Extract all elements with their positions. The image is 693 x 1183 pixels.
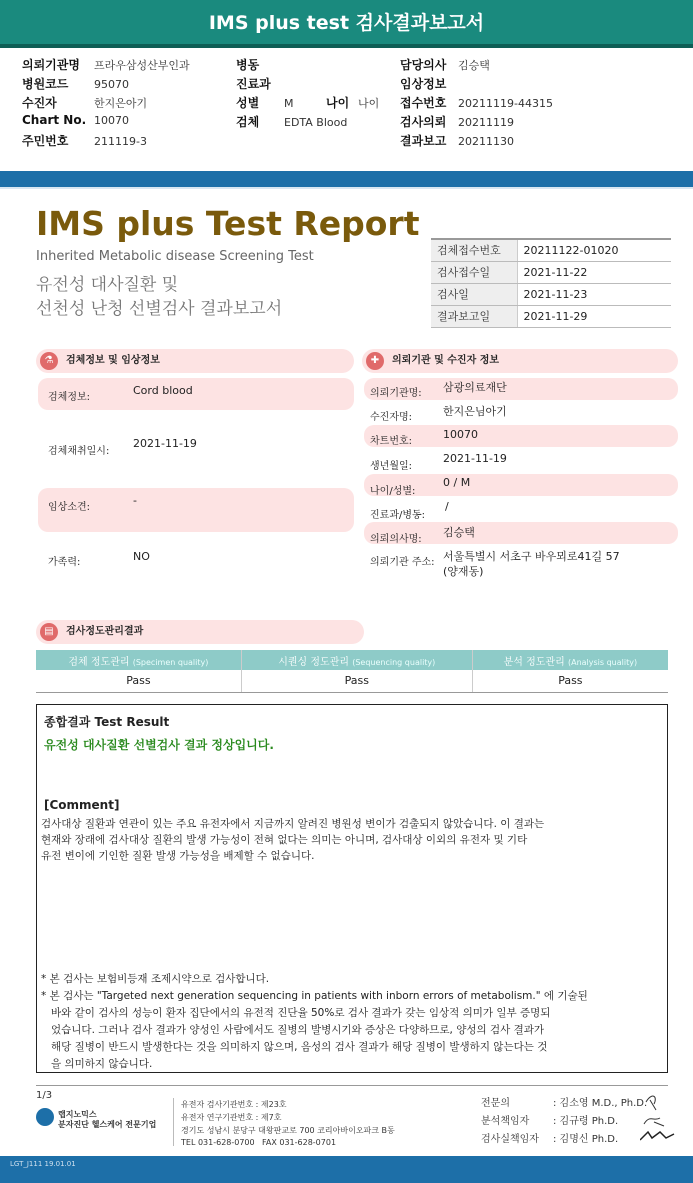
header-col1 (22, 56, 190, 151)
age-label: 나이 (326, 96, 350, 110)
field-label: 의뢰의사명: (370, 534, 422, 545)
field-label: 차트번호: (370, 436, 413, 447)
table-row (36, 670, 668, 692)
note-line: 해당 질병이 반드시 발생한다는 것을 의미하지 않으며, 음성의 검사 결과가 해당 질병이 발생하지 않는다는 것 (51, 1041, 548, 1053)
header-label: Chart No. (22, 113, 87, 127)
header-value: 95070 (94, 78, 129, 91)
header-col2 (236, 56, 379, 132)
note-line: * 본 검사는 보험비등재 조제시약으로 검사합니다. (41, 973, 270, 985)
report-title-bar: IMS plus test 검사결과보고서 (0, 0, 693, 48)
report-subtitle-ko-2: 선천성 난청 선별검사 결과보고서 (36, 299, 283, 319)
table-row (431, 305, 671, 327)
field-value: / (445, 500, 449, 513)
hospital-icon: ✚ (366, 352, 384, 370)
id-label: 검사접수일 (431, 261, 517, 283)
header-value: 프라우삼성산부인과 (94, 59, 190, 72)
field-label: 임상소견: (48, 502, 91, 513)
footer-tel: TEL 031-628-0700 (181, 1138, 255, 1147)
header-label: 검체 (236, 115, 260, 129)
field-label: 나이/성별: (370, 486, 416, 497)
header-value: 20211119 (458, 116, 514, 129)
field-label: 생년월일: (370, 461, 413, 472)
result-summary: 유전성 대사질환 선별검사 결과 정상입니다. (44, 738, 274, 752)
signature-2 (644, 1118, 664, 1126)
quality-col-header (472, 650, 668, 670)
divider-bar (0, 171, 693, 187)
header-value: 10070 (94, 114, 129, 127)
quality-value: Pass (36, 670, 241, 692)
section-title: 검사정도관리결과 (66, 626, 144, 637)
result-box (36, 704, 668, 1073)
col-ko: 시퀀싱 정도관리 (278, 656, 350, 668)
report-subtitle-en: Inherited Metabolic disease Screening Test (36, 249, 314, 264)
signer-name: : 김명신 Ph.D. (553, 1134, 619, 1145)
doc-code: LGT_J111 19.01.01 (10, 1160, 76, 1168)
quality-value: Pass (241, 670, 472, 692)
clipboard-icon: ▤ (40, 623, 58, 641)
field-label: 진료과/병동: (370, 510, 426, 521)
id-label: 검사일 (431, 283, 517, 305)
field-label: 검체정보: (48, 392, 91, 403)
field-value: 0 / M (443, 476, 471, 489)
header-value: 20211130 (458, 135, 514, 148)
field-value: - (133, 494, 137, 507)
company-tagline: 분자진단 헬스케어 전문기업 (58, 1120, 157, 1129)
table-header-row (36, 650, 668, 670)
header-value: 20211119-44315 (458, 97, 553, 110)
footer-divider (36, 1085, 668, 1086)
header-label: 담당의사 (400, 58, 447, 72)
col-ko: 분석 정도관리 (503, 656, 565, 668)
footer-fax: FAX 031-628-0701 (262, 1138, 337, 1147)
signature-3 (640, 1132, 674, 1140)
field-label: 의뢰기관 주소: (370, 557, 435, 568)
page-number: 1/3 (36, 1090, 53, 1101)
field-value: 김승택 (443, 526, 475, 539)
header-label: 의뢰기관명 (22, 58, 80, 72)
col-en: (Analysis quality) (567, 657, 638, 667)
report-subtitle-ko-1: 유전성 대사질환 및 (36, 275, 179, 295)
address-line: (양재동) (443, 565, 484, 578)
company-logo-icon (36, 1108, 54, 1126)
signer-role: 검사실책임자 (481, 1134, 539, 1145)
report-title: IMS plus Test Report (36, 204, 420, 243)
header-label: 병원코드 (22, 77, 69, 91)
signature-1 (646, 1096, 656, 1110)
footer-info: 경기도 성남시 분당구 대왕판교로 700 코리아바이오파크 B동 (181, 1126, 395, 1135)
notes (41, 971, 663, 1073)
company-name: 랩지노믹스 (58, 1110, 97, 1119)
header-label: 성별 (236, 96, 260, 110)
header-value: 김승택 (458, 59, 490, 72)
id-value: 20211122-01020 (517, 239, 671, 261)
header-label: 병동 (236, 58, 260, 72)
field-value: 2021-11-19 (443, 452, 507, 465)
comment-body (41, 816, 663, 864)
field-value: NO (133, 550, 150, 563)
id-label: 검체접수번호 (431, 239, 517, 261)
result-heading: 종합결과 Test Result (44, 715, 170, 729)
age-value: 나이 (358, 97, 380, 110)
id-value: 2021-11-23 (517, 283, 671, 305)
field-value: 한지은님아기 (443, 405, 507, 418)
header-label: 접수번호 (400, 96, 447, 110)
header-label: 진료과 (236, 77, 271, 91)
header-label: 임상정보 (400, 77, 447, 91)
header-info (22, 56, 682, 156)
note-line: 었습니다. 그러나 검사 결과가 양성인 사람에서도 질병의 발병시기와 증상은 다양하므로, 양성의 검사 결과가 (51, 1024, 545, 1036)
comment-heading: [Comment] (44, 798, 120, 812)
test-tube-icon: ⚗ (40, 352, 58, 370)
col-en: (Sequencing quality) (352, 657, 436, 667)
signer-name: : 김소영 M.D., Ph.D. (553, 1098, 648, 1109)
field-label: 검체채취일시: (48, 446, 110, 457)
quality-col-header (241, 650, 472, 670)
header-label: 수진자 (22, 96, 57, 110)
header-col3 (400, 56, 553, 151)
specimen-section-header (36, 349, 354, 373)
header-label: 결과보고 (400, 134, 447, 148)
quality-col-header (36, 650, 241, 670)
header-label: 주민번호 (22, 134, 69, 148)
quality-table (36, 650, 668, 693)
comment-line: 유전 변이에 기인한 질환 발생 가능성을 배제할 수 없습니다. (41, 850, 315, 862)
header-value: M (284, 97, 294, 110)
footer-info: 유전자 연구기관번호 : 제7호 (181, 1113, 282, 1122)
patient-section-header (362, 349, 678, 373)
id-value: 2021-11-22 (517, 261, 671, 283)
field-label: 의뢰기관명: (370, 388, 422, 399)
comment-line: 현재와 장래에 검사대상 질환의 발생 가능성이 전혀 없다는 의미는 아니며, 검사대상 이외의 유전자 및 기타 (41, 834, 528, 846)
quality-section-header (36, 620, 364, 644)
footer-separator (173, 1098, 174, 1146)
id-label: 결과보고일 (431, 305, 517, 327)
id-value: 2021-11-29 (517, 305, 671, 327)
header-value: 211119-3 (94, 135, 147, 148)
field-value: Cord blood (133, 384, 193, 397)
signer-name: : 김규령 Ph.D. (553, 1116, 619, 1127)
field-label: 수진자명: (370, 412, 413, 423)
field-value: 10070 (443, 428, 478, 441)
header-value: 한지은아기 (94, 97, 148, 110)
note-line: * 본 검사는 "Targeted next generation sequencing in patients with inborn errors of metabolism." 에 기술된 (41, 990, 588, 1002)
note-line: 을 의미하지 않습니다. (51, 1058, 153, 1070)
header-value: EDTA Blood (284, 116, 348, 129)
specimen-id-table (431, 238, 671, 328)
signer-role: 전문의 (481, 1098, 510, 1109)
bottom-bar (0, 1156, 693, 1183)
col-ko: 검체 정도관리 (68, 656, 130, 668)
field-label: 가족력: (48, 557, 81, 568)
note-line: 바와 같이 검사의 성능이 환자 집단에서의 유전적 진단율 50%로 검사 결과가 갖는 임상적 의미가 일부 증명되 (51, 1007, 551, 1019)
table-row (431, 239, 671, 261)
section-title: 검체정보 및 임상정보 (66, 355, 160, 366)
quality-value: Pass (472, 670, 668, 692)
comment-line: 검사대상 질환과 연관이 있는 주요 유전자에서 지금까지 알려진 병원성 변이가 검출되지 않았습니다. 이 결과는 (41, 818, 545, 830)
signer-role: 분석책임자 (481, 1116, 530, 1127)
footer-info: 유전자 검사기관번호 : 제23호 (181, 1100, 287, 1109)
signature-marks (640, 1088, 680, 1148)
address-line: 서울특별시 서초구 바우뫼로41길 57 (443, 550, 620, 563)
header-label: 검사의뢰 (400, 115, 447, 129)
field-value: 삼광의료재단 (443, 381, 507, 394)
field-value: 2021-11-19 (133, 437, 197, 450)
section-title: 의뢰기관 및 수진자 정보 (392, 355, 500, 366)
table-row (431, 261, 671, 283)
table-row (431, 283, 671, 305)
divider-bar-light (0, 187, 693, 189)
col-en: (Specimen quality) (132, 657, 209, 667)
